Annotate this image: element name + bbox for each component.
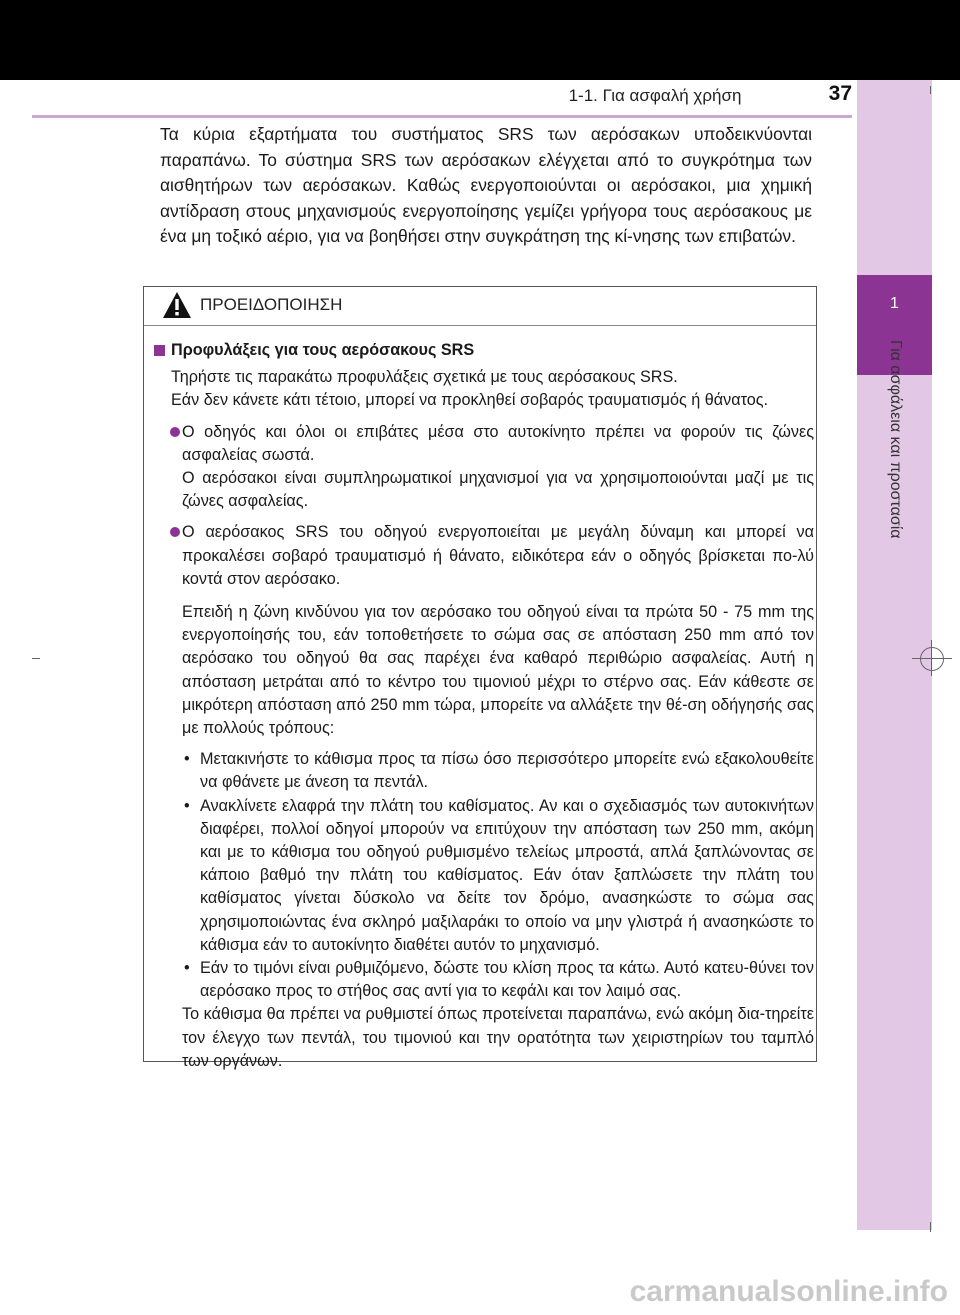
page-number: 37 <box>828 82 852 105</box>
warning-header <box>144 287 816 326</box>
final-paragraph: Το κάθισμα θα πρέπει να ρυθμιστεί όπως προτείνεται παραπάνω, ενώ ακόμη δια-τηρείτε τον έλεγχο των πεντάλ, του τιμονιού και την ορατότητα των χειριστηρίων του ταμπλό των οργάνων. <box>182 1005 814 1070</box>
crop-mark <box>930 1222 931 1232</box>
crop-mark <box>930 86 931 94</box>
list-bullet: • <box>184 750 190 769</box>
list-item <box>154 421 814 514</box>
warning-heading-text: Προφυλάξεις για τους αερόσακους SRS <box>171 341 475 359</box>
crop-mark <box>912 658 952 659</box>
circle-bullet-icon <box>170 527 180 537</box>
distance-note: Επειδή η ζώνη κινδύνου για τον αερόσακο του οδηγού είναι τα πρώτα 50 - 75 mm της ενεργοποίησής του, εάν τοποθετήσετε το σώμα σας σε απόσταση 250 mm από τον αερόσακο του οδηγού θα σας παρέχει ένα καθαρό περιθώριο ασφαλείας. Αυτή η απόσταση μετράται από το κέντρο του τιμονιού μέχρι το στέρνο σας. Εάν κάθεστε σε μικρότερη απόσταση από 250 mm τώρα, μπορείτε να αλλάξετε την θέ-ση οδήγησής σας με πολλούς τρόπους: <box>182 603 814 738</box>
header-divider <box>32 115 852 118</box>
list-item-text: Εάν το τιμόνι είναι ρυθμιζόμενο, δώστε του κλίση προς τα κάτω. Αυτό κατευ-θύνει τον αερόσακο προς το στήθος σας αντί για το κεφάλι και τον λαιμό σας. <box>200 959 814 1001</box>
lead-line: Τηρήστε τις παρακάτω προφυλάξεις σχετικά με τους αερόσακους SRS. <box>171 368 678 387</box>
chapter-tab-number: 1 <box>857 275 932 375</box>
list-item-text: Μετακινήστε το κάθισμα προς τα πίσω όσο περισσότερο μπορείτε ενώ εξακολουθείτε να φθάνετε με άνεση τα πεντάλ. <box>200 750 814 792</box>
lead-line: Εάν δεν κάνετε κάτι τέτοιο, μπορεί να προκληθεί σοβαρός τραυματισμός ή θάνατος. <box>171 391 769 410</box>
list-bullet: • <box>184 959 190 978</box>
registration-mark <box>920 647 944 671</box>
warning-triangle-icon <box>162 291 192 319</box>
list-item <box>154 795 814 957</box>
list-item <box>154 957 814 1003</box>
list-bullet: • <box>184 796 190 815</box>
crop-mark <box>32 658 40 659</box>
warning-heading <box>154 339 814 362</box>
crop-mark <box>931 640 932 676</box>
intro-text: Τα κύρια εξαρτήματα του συστήματος SRS των αερόσακων υποδεικνύονται παραπάνω. Το σύστημα SRS των αερόσακων ελέγχεται από το συγκρότημα των αισθητήρων των αερόσακων. Καθώς ενεργοποιούνται οι αερόσακοι, μια χημική αντίδραση στους μηχανισμούς ενεργοποίησης γεμίζει γρήγορα τους αερόσακους με ένα μη τοξικό αέριο, για να βοηθήσει στην συγκράτηση της κί-νησης των επιβατών. <box>160 124 812 246</box>
intro-paragraph <box>160 122 812 250</box>
warning-title: ΠΡΟΕΙΔΟΠΟΙΗΣΗ <box>200 295 343 314</box>
square-bullet-icon <box>154 345 165 356</box>
bullet-text: Ο οδηγός και όλοι οι επιβάτες μέσα στο αυτοκίνητο πρέπει να φορούν τις ζώνες ασφαλείας σωστά. <box>182 422 814 464</box>
chapter-tab-label: Για ασφάλεια και προστασία <box>887 340 904 539</box>
warning-body <box>154 339 814 1073</box>
list-item <box>154 521 814 591</box>
warning-box <box>143 286 817 1070</box>
list-item-text: Ανακλίνετε ελαφρά την πλάτη του καθίσματος. Αν και ο σχεδιασμός των αυτοκινήτων διαφέρει, πολλοί οδηγοί μπορούν να επιτύχουν την απόσταση των 250 mm, ακόμη και με το κάθισμα του οδηγού ρυθμισμένο τελείως μπροστά, απλά ξαπλώνοντας σε κάποιο βαθμό την πλάτη του καθίσματος. Εάν όταν ξαπλώσετε την πλάτη του καθίσματος γίνεται δύσκολο να δείτε τον δρόμο, ανασηκώστε το σώμα σας χρησιμοποιώντας ένα σκληρό μαξιλαράκι το οποίο να μην γλιστρά ή ανασηκώστε το κάθισμα εάν το αυτοκίνητο διαθέτει αυτόν το μηχανισμό. <box>200 796 814 954</box>
top-black-bar <box>0 0 960 80</box>
adjustment-list <box>154 748 814 1003</box>
section-title: 1-1. Για ασφαλή χρήση <box>568 86 742 105</box>
circle-bullet-icon <box>170 427 180 437</box>
bullet-text: Ο αερόσακοι είναι συμπληρωματικοί μηχανισμοί για να χρησιμοποιούνται μαζί με τις ζώνες ασφαλείας. <box>182 469 814 511</box>
list-item <box>154 748 814 794</box>
bullet-text: Ο αερόσακος SRS του οδηγού ενεργοποιείται με μεγάλη δύναμη και μπορεί να προκαλέσει σοβαρό τραυματισμό ή θάνατο, ειδικότερα εάν ο οδηγός βρίσκεται πο-λύ κοντά στον αερόσακο. <box>182 523 814 588</box>
watermark: carmanualsonline.info <box>629 1275 948 1308</box>
